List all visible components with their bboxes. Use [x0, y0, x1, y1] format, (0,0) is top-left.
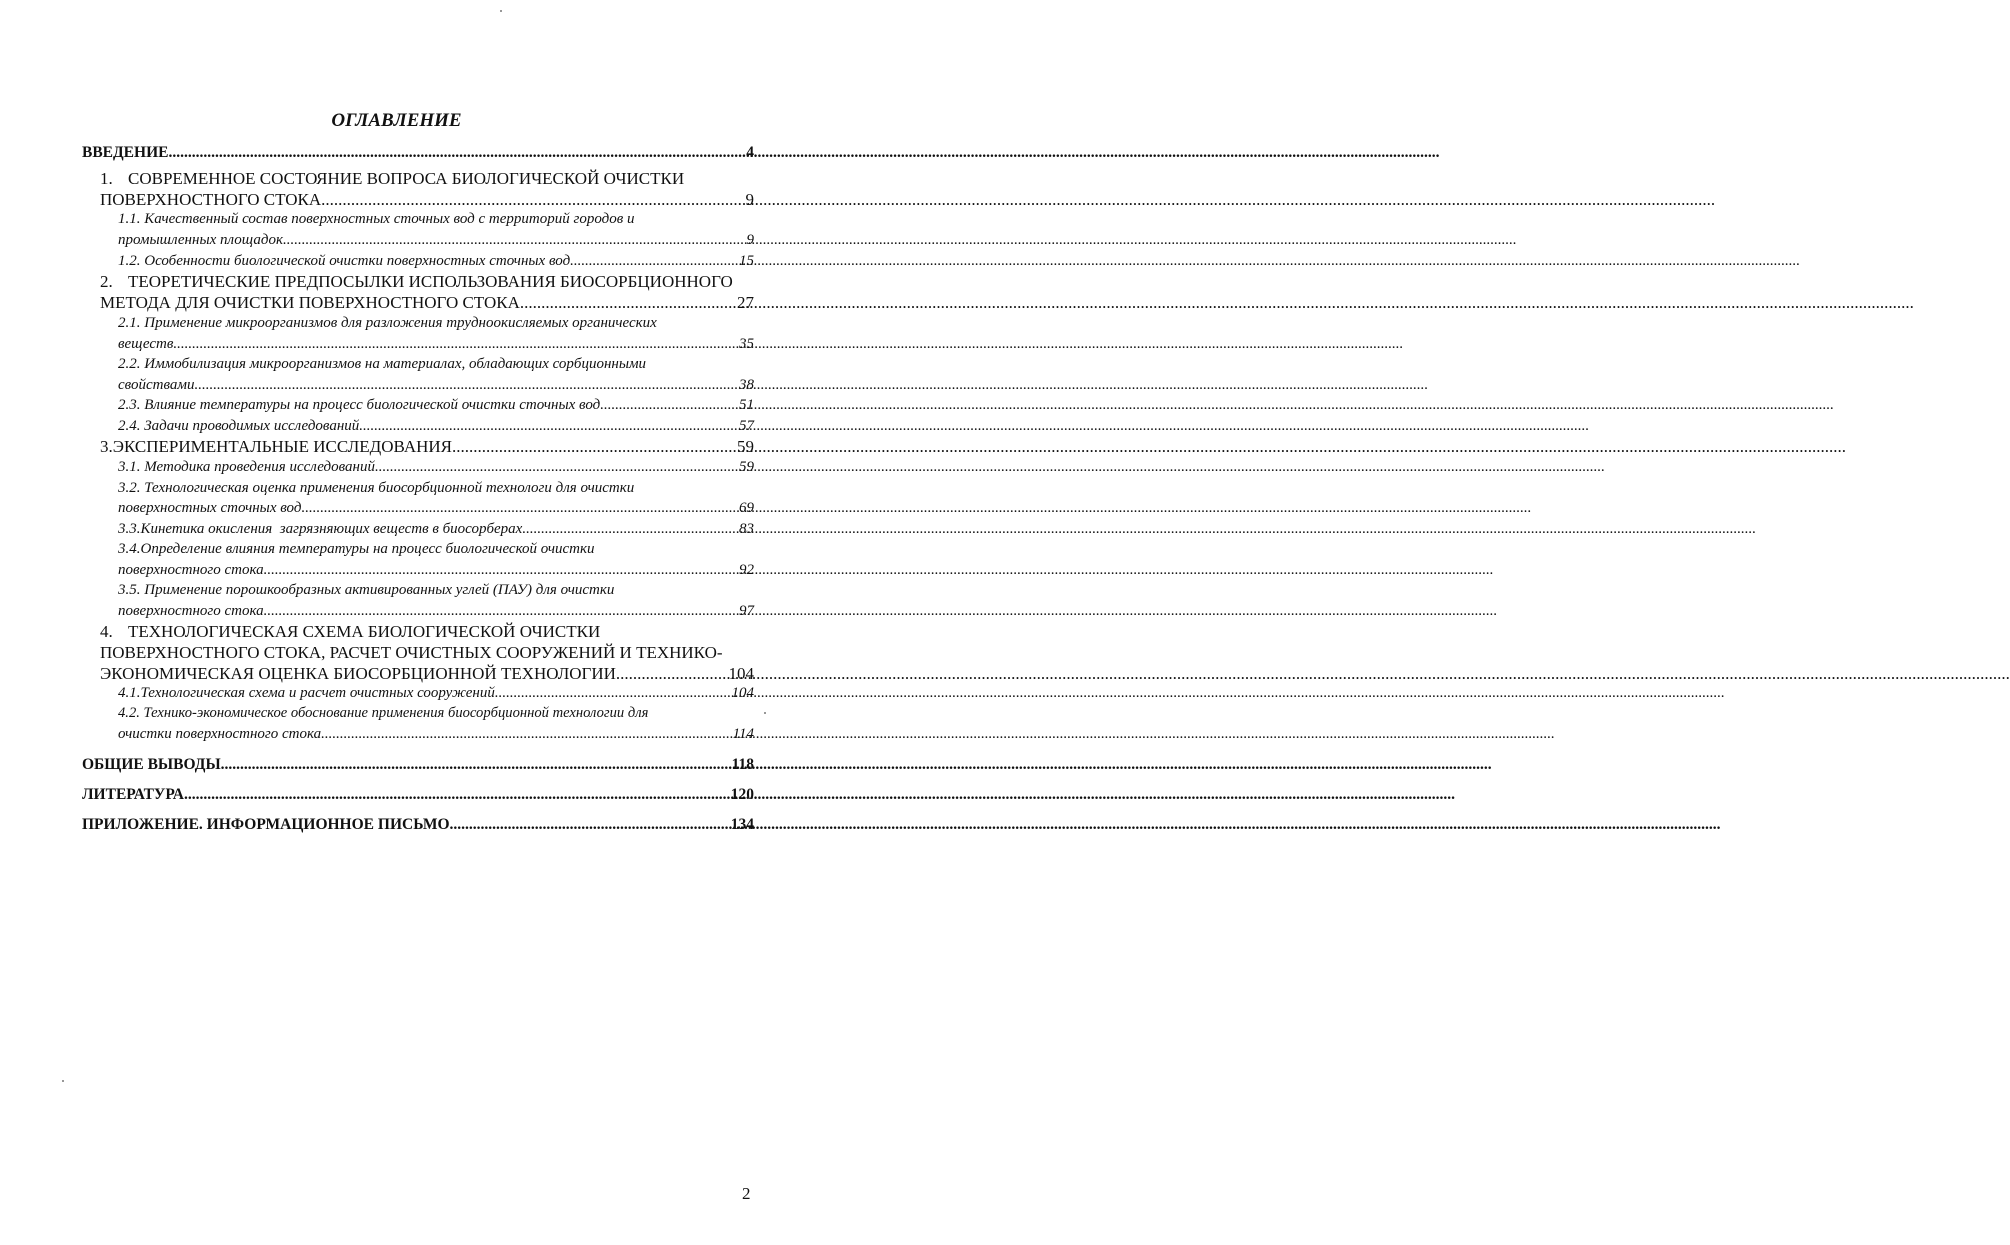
toc-page-number: 15 — [739, 253, 754, 269]
toc-section-4-1[interactable] — [118, 685, 754, 702]
section-title-line: 3.4.Определение влияния температуры на процесс биологической очистки — [118, 541, 595, 557]
scan-speck — [62, 1080, 64, 1082]
toc-section-2-4[interactable] — [118, 418, 754, 435]
toc-chapter-4-end[interactable] — [100, 664, 754, 684]
dot-leader — [168, 144, 745, 162]
dot-leader — [452, 437, 736, 457]
toc-entry-literature[interactable] — [82, 786, 754, 804]
toc-page-number: 104 — [728, 664, 754, 683]
toc-entry-appendix[interactable] — [82, 816, 754, 834]
page-title: ОГЛАВЛЕНИЕ — [331, 110, 462, 131]
chapter-title-line: ЭКОНОМИЧЕСКАЯ ОЦЕНКА БИОСОРБЦИОННОЙ ТЕХНОЛОГИИ — [100, 664, 616, 683]
dot-leader — [359, 418, 738, 435]
toc-section-3-5-end[interactable] — [118, 603, 754, 620]
toc-section-2-3[interactable] — [118, 397, 754, 414]
toc-section-3-5[interactable] — [118, 582, 754, 599]
dot-leader — [450, 816, 730, 834]
toc-chapter-1-end[interactable] — [100, 190, 754, 210]
section-title-line: промышленных площадок. — [118, 232, 287, 248]
toc-section-4-2[interactable] — [118, 705, 754, 722]
dot-leader — [325, 726, 732, 743]
section-title-line: поверхностного стока. — [118, 603, 268, 619]
toc-page-number: 83 — [739, 521, 754, 537]
chapter-title-line: ТЕХНОЛОГИЧЕСКАЯ СХЕМА БИОЛОГИЧЕСКОЙ ОЧИСТКИ — [128, 622, 601, 641]
chapter-title-line: МЕТОДА ДЛЯ ОЧИСТКИ ПОВЕРХНОСТНОГО СТОКА — [100, 293, 520, 312]
page-number: 2 — [742, 1184, 751, 1203]
section-title-line: поверхностных сточных вод — [118, 500, 302, 516]
toc-section-3-4-end[interactable] — [118, 562, 754, 579]
chapter-title-line: СОВРЕМЕННОЕ СОСТОЯНИЕ ВОПРОСА БИОЛОГИЧЕСКОЙ ОЧИСТКИ — [128, 169, 685, 188]
dot-leader — [287, 232, 746, 249]
chapter-number: 1. — [100, 169, 113, 188]
toc-entry-label: ВВЕДЕНИЕ — [82, 144, 169, 161]
chapter-number: 3. — [100, 437, 113, 456]
dot-leader — [604, 397, 738, 414]
dot-leader — [526, 521, 738, 538]
dot-leader — [570, 253, 738, 270]
toc-chapter-4-line-2[interactable] — [100, 643, 754, 663]
toc-section-3-2[interactable] — [118, 480, 754, 497]
toc-entry-label: ОБЩИЕ ВЫВОДЫ — [82, 756, 221, 773]
dot-leader — [495, 685, 731, 702]
chapter-title-line: ТЕОРЕТИЧЕСКИЕ ПРЕДПОСЫЛКИ ИСПОЛЬЗОВАНИЯ БИОСОРБЦИОННОГО — [128, 272, 733, 291]
dot-leader — [264, 562, 738, 579]
toc-chapter-1-heading[interactable] — [100, 169, 754, 189]
dot-leader — [267, 603, 738, 620]
scan-speck — [764, 712, 766, 714]
toc-section-1-2[interactable] — [118, 253, 754, 270]
dot-leader — [173, 336, 738, 353]
dot-leader — [520, 293, 736, 313]
toc-section-4-2-end[interactable] — [118, 726, 754, 743]
toc-entry-label: ПРИЛОЖЕНИЕ. ИНФОРМАЦИОННОЕ ПИСЬМО — [82, 816, 450, 833]
section-title-line: 4.2. Технико-экономическое обоснование применения биосорбционной технологии для — [118, 705, 649, 721]
toc-section-2-2-end[interactable] — [118, 377, 754, 394]
dot-leader — [321, 190, 744, 210]
section-title-line: 2.4. Задачи проводимых исследований — [118, 418, 360, 434]
toc-chapter-4-heading[interactable] — [100, 622, 754, 642]
section-title-line: 3.1. Методика проведения исследований — [118, 459, 375, 475]
toc-section-3-4[interactable] — [118, 541, 754, 558]
toc-page-number: 27 — [737, 293, 754, 312]
chapter-number: 2. — [100, 272, 113, 291]
dot-leader — [375, 459, 738, 476]
section-title-line: 2.2. Иммобилизация микроорганизмов на материалах, обладающих сорбционными — [118, 356, 647, 372]
chapter-number: 4. — [100, 622, 113, 641]
toc-page-number: 4 — [746, 144, 754, 161]
toc-page-number: 9 — [745, 190, 754, 209]
chapter-title-line: ПОВЕРХНОСТНОГО СТОКА, РАСЧЕТ ОЧИСТНЫХ СООРУЖЕНИЙ И ТЕХНИКО- — [100, 643, 723, 662]
toc-page-number: 118 — [731, 756, 754, 773]
toc-section-2-1-end[interactable] — [118, 336, 754, 353]
section-title-line: 3.3.Кинетика окисления загрязняющих веществ в биосорберах. — [118, 521, 527, 537]
toc-page-number: 97 — [739, 603, 754, 619]
toc-page-number: 9 — [746, 232, 754, 248]
chapter-title-line: ЭКСПЕРИМЕНТАЛЬНЫЕ ИССЛЕДОВАНИЯ — [112, 437, 452, 456]
section-title-line: 3.2. Технологическая оценка применения биосорбционной технологи для очистки — [118, 480, 635, 496]
section-title-line: свойствами. — [118, 377, 199, 393]
toc-page-number: 35 — [739, 336, 754, 352]
section-title-line: 4.1.Технологическая схема и расчет очистных сооружений — [118, 685, 495, 701]
dot-leader — [184, 786, 730, 804]
toc-page-number: 59 — [739, 459, 754, 475]
section-title-line: 1.1. Качественный состав поверхностных сточных вод с территорий городов и — [118, 211, 635, 227]
section-title-line: 2.3. Влияние температуры на процесс биологической очистки сточных вод. — [118, 397, 604, 413]
section-title-line: 1.2. Особенности биологической очистки поверхностных сточных вод — [118, 253, 571, 269]
toc-section-3-1[interactable] — [118, 459, 754, 476]
toc-entry-conclusions[interactable] — [82, 756, 754, 774]
scan-speck — [500, 10, 502, 12]
toc-section-3-2-end[interactable] — [118, 500, 754, 517]
toc-page-number: 134 — [730, 816, 754, 833]
dot-leader — [616, 664, 728, 684]
toc-section-1-1[interactable] — [118, 211, 754, 228]
toc-page-number: 38 — [739, 377, 754, 393]
dot-leader — [221, 756, 731, 774]
toc-section-1-1-end[interactable] — [118, 232, 754, 249]
chapter-title-line: ПОВЕРХНОСТНОГО СТОКА — [100, 190, 322, 209]
section-title-line: 2.1. Применение микроорганизмов для разложения трудноокисляемых органических — [118, 315, 657, 331]
toc-page-number: 92 — [739, 562, 754, 578]
toc-page-number: 69 — [739, 500, 754, 516]
toc-section-2-1[interactable] — [118, 315, 754, 332]
toc-page-number: 59 — [737, 437, 754, 456]
toc-section-3-3[interactable] — [118, 521, 754, 538]
toc-page-number: 57 — [739, 418, 754, 434]
toc-chapter-2-end[interactable] — [100, 293, 754, 313]
toc-page-number: 120 — [730, 786, 754, 803]
section-title-line: веществ — [118, 336, 174, 352]
section-title-line: 3.5. Применение порошкообразных активированных углей (ПАУ) для очистки — [118, 582, 615, 598]
toc-chapter-3[interactable] — [100, 437, 754, 457]
dot-leader — [198, 377, 738, 394]
toc-entry-introduction[interactable] — [82, 144, 754, 162]
toc-page-number: 114 — [732, 726, 754, 742]
dot-leader — [301, 500, 738, 517]
toc-page-number: 51 — [739, 397, 754, 413]
toc-chapter-2-heading[interactable] — [100, 272, 754, 292]
toc-page-number: 104 — [731, 685, 754, 701]
section-title-line: очистки поверхностного стока. — [118, 726, 325, 742]
toc-section-2-2[interactable] — [118, 356, 754, 373]
toc-entry-label: ЛИТЕРАТУРА — [82, 786, 184, 803]
section-title-line: поверхностного стока — [118, 562, 264, 578]
